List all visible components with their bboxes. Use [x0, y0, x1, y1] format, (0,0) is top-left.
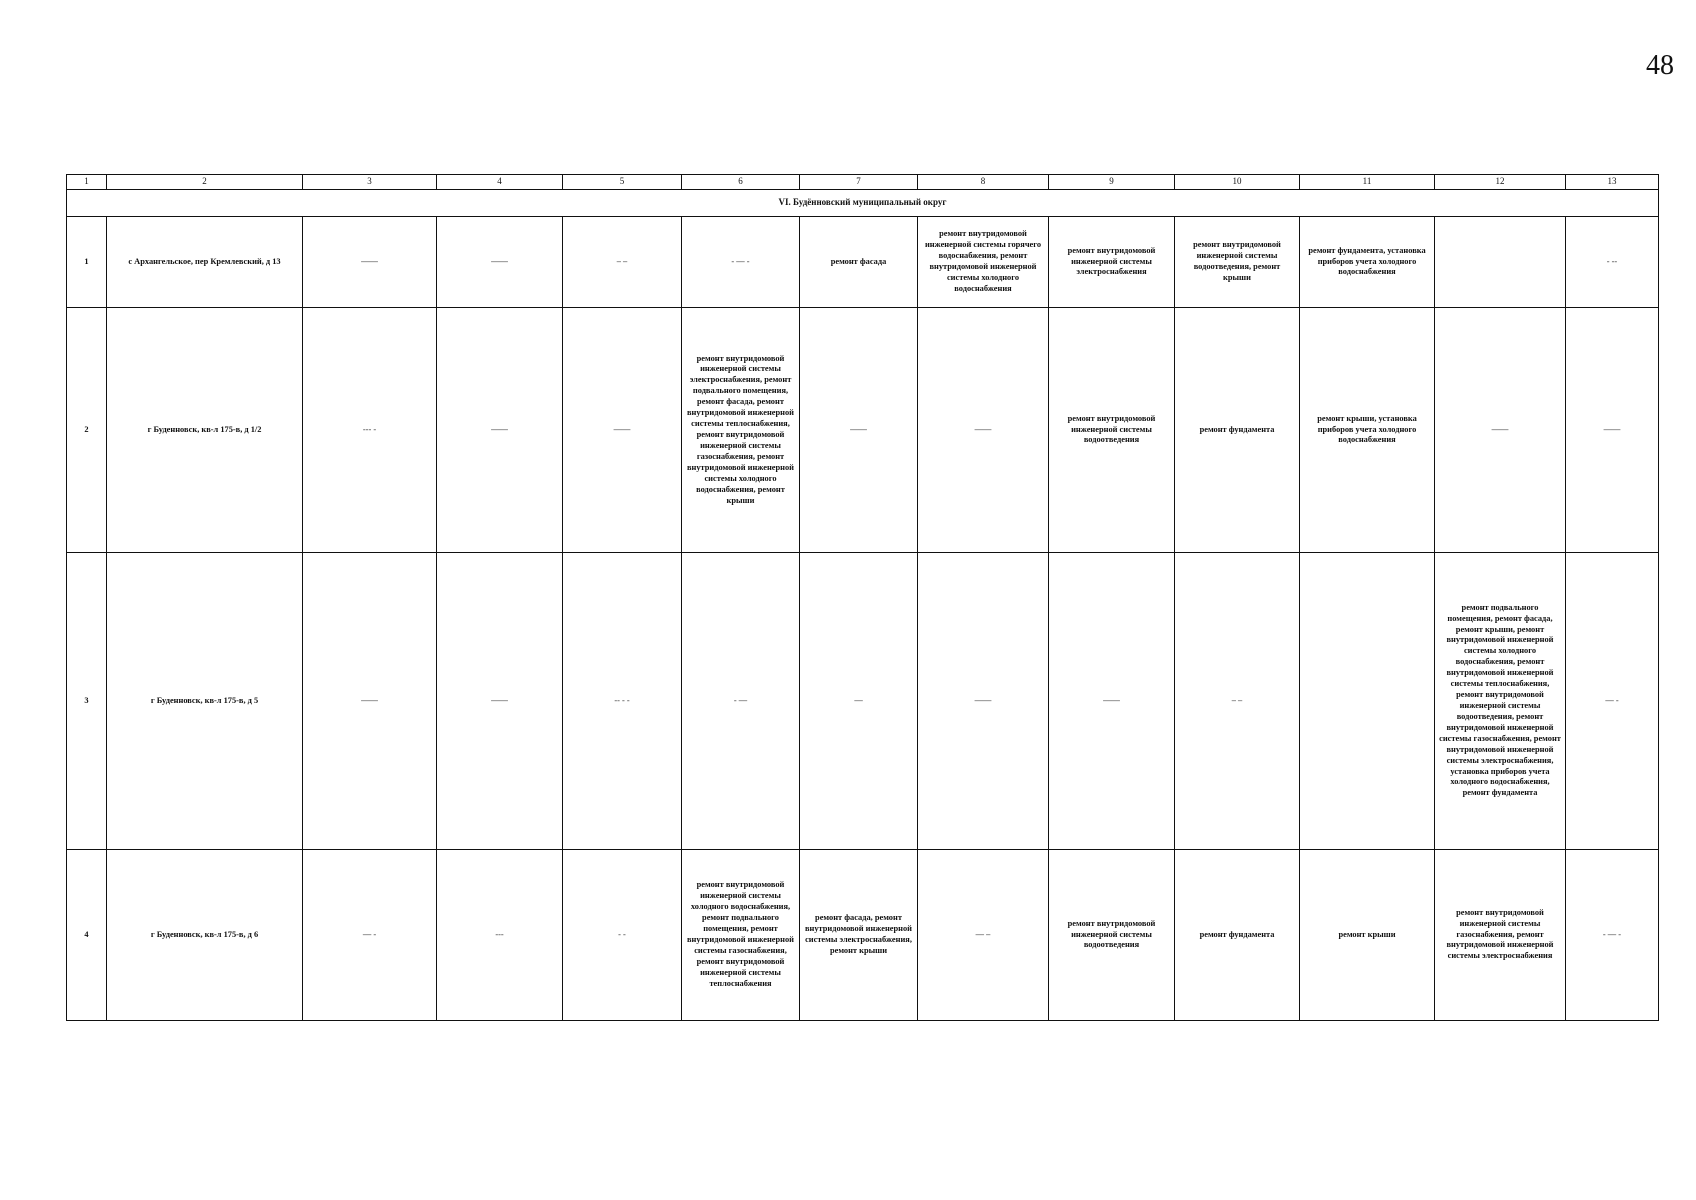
column-numbers-row — [67, 175, 1659, 190]
row-address: с Архангельское, пер Кремлевский, д 13 — [107, 217, 303, 308]
table-cell: --- - — [303, 308, 437, 553]
column-number: 7 — [800, 175, 918, 190]
table-cell: —— — [437, 553, 563, 850]
table-row — [67, 850, 1659, 1021]
column-number: 10 — [1175, 175, 1300, 190]
table-cell: - - — [563, 850, 682, 1021]
column-number: 8 — [918, 175, 1049, 190]
column-number: 4 — [437, 175, 563, 190]
table-cell: - — - — [1566, 850, 1659, 1021]
table-cell: — - — [303, 850, 437, 1021]
table-cell: - — - — [682, 217, 800, 308]
table-cell: —— — [563, 308, 682, 553]
table-cell: ремонт внутридомовой инженерной системы электроснабжения — [1049, 217, 1175, 308]
table-cell: - — — [682, 553, 800, 850]
table-cell: —— — [1435, 308, 1566, 553]
table-cell: ремонт подвального помещения, ремонт фасада, ремонт крыши, ремонт внутридомовой инженерной системы холодного водоснабжения, ремонт внутридомовой инженерной системы теплоснабжения, ремонт внутридомовой инженерной системы водоотведения, ремонт внутридомовой инженерной системы газоснабжения, ремонт внутридомовой инженерной системы электроснабжения, установка приборов учета холодного водоснабжения, ремонт фундамента — [1435, 553, 1566, 850]
table-cell: —— — [303, 553, 437, 850]
row-address: г Буденновск, кв-л 175-в, д 6 — [107, 850, 303, 1021]
row-number: 2 — [67, 308, 107, 553]
table-cell: —— — [437, 217, 563, 308]
table-cell: ремонт крыши, установка приборов учета холодного водоснабжения — [1300, 308, 1435, 553]
table-cell: ремонт внутридомовой инженерной системы водоотведения — [1049, 850, 1175, 1021]
column-number: 5 — [563, 175, 682, 190]
table-cell: —— — [1049, 553, 1175, 850]
table-cell: ремонт внутридомовой инженерной системы холодного водоснабжения, ремонт подвального помещения, ремонт внутридомовой инженерной системы газоснабжения, ремонт внутридомовой инженерной системы теплоснабжения — [682, 850, 800, 1021]
table-cell: — – — [918, 850, 1049, 1021]
table-cell: ремонт фасада — [800, 217, 918, 308]
table-cell: ремонт внутридомовой инженерной системы горячего водоснабжения, ремонт внутридомовой инженерной системы холодного водоснабжения — [918, 217, 1049, 308]
table-cell — [1435, 217, 1566, 308]
table-cell: - -- — [1566, 217, 1659, 308]
work-schedule-table — [66, 174, 1659, 1021]
table-cell: ремонт фундамента — [1175, 308, 1300, 553]
table-cell: — — [800, 553, 918, 850]
column-number: 9 — [1049, 175, 1175, 190]
column-number: 11 — [1300, 175, 1435, 190]
table-cell: — - — [1566, 553, 1659, 850]
table-cell: —— — [1566, 308, 1659, 553]
column-number: 2 — [107, 175, 303, 190]
section-row — [67, 190, 1659, 217]
row-address: г Буденновск, кв-л 175-в, д 5 — [107, 553, 303, 850]
table-cell: ремонт внутридомовой инженерной системы водоотведения, ремонт крыши — [1175, 217, 1300, 308]
column-number: 6 — [682, 175, 800, 190]
table-cell: ремонт внутридомовой инженерной системы водоотведения — [1049, 308, 1175, 553]
column-number: 12 — [1435, 175, 1566, 190]
page-number: 48 — [1646, 50, 1674, 81]
row-number: 3 — [67, 553, 107, 850]
table-row — [67, 217, 1659, 308]
section-title: VI. Будённовский муниципальный округ — [67, 190, 1659, 217]
table-cell: —— — [918, 553, 1049, 850]
column-number: 13 — [1566, 175, 1659, 190]
table-cell: —— — [437, 308, 563, 553]
column-number: 1 — [67, 175, 107, 190]
table-cell: – – — [1175, 553, 1300, 850]
table-cell: – – — [563, 217, 682, 308]
row-number: 4 — [67, 850, 107, 1021]
row-number: 1 — [67, 217, 107, 308]
table-cell: ремонт фундамента, установка приборов учета холодного водоснабжения — [1300, 217, 1435, 308]
table-cell — [1300, 553, 1435, 850]
table-cell: ремонт внутридомовой инженерной системы газоснабжения, ремонт внутридомовой инженерной системы электроснабжения — [1435, 850, 1566, 1021]
table-cell: --- — [437, 850, 563, 1021]
table-cell: ремонт внутридомовой инженерной системы электроснабжения, ремонт подвального помещения, ремонт фасада, ремонт внутридомовой инженерной системы теплоснабжения, ремонт внутридомовой инженерной системы газоснабжения, ремонт внутридомовой инженерной системы холодного водоснабжения, ремонт крыши — [682, 308, 800, 553]
table-cell: —— — [303, 217, 437, 308]
table-cell: —— — [800, 308, 918, 553]
row-address: г Буденновск, кв-л 175-в, д 1/2 — [107, 308, 303, 553]
table-cell: —— — [918, 308, 1049, 553]
table-cell: ремонт фасада, ремонт внутридомовой инженерной системы электроснабжения, ремонт крыши — [800, 850, 918, 1021]
table-cell: -- - - — [563, 553, 682, 850]
table-row — [67, 308, 1659, 553]
table-cell: ремонт крыши — [1300, 850, 1435, 1021]
table-row — [67, 553, 1659, 850]
table-cell: ремонт фундамента — [1175, 850, 1300, 1021]
column-number: 3 — [303, 175, 437, 190]
